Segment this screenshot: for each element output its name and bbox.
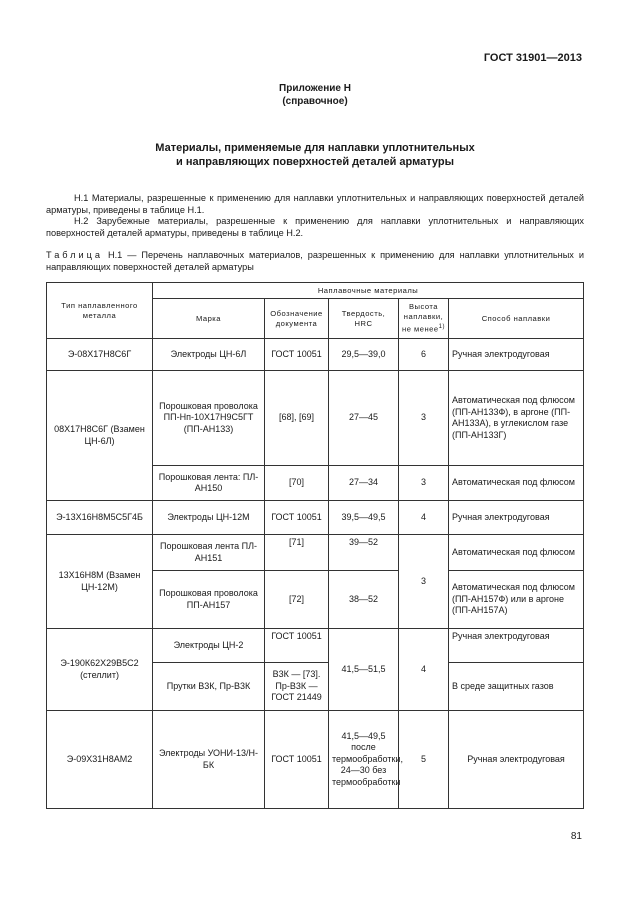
appendix-heading <box>0 82 630 108</box>
cell-height: 6 <box>399 339 449 371</box>
header-height-text: Высота наплавки, не менее <box>402 302 444 334</box>
header-metal-type: Тип наплавленного металла <box>47 283 153 339</box>
cell-hardness: 27—34 <box>329 466 399 501</box>
table-row <box>47 629 584 663</box>
cell-brand: Прутки В3К, Пр-В3К <box>153 663 265 711</box>
header-height <box>399 299 449 339</box>
cell-method: Ручная электродуговая <box>449 711 584 809</box>
cell-brand: Порошковая проволока ПП-Нп-10Х17Н9С5ГТ (ПП-АН133) <box>153 371 265 466</box>
cell-method: Автоматическая под флюсом (ПП-АН157Ф) или в аргоне (ПП-АН157А) <box>449 571 584 629</box>
header-materials-group: Наплавочные материалы <box>153 283 584 299</box>
cell-metal: Э-09Х31Н8АМ2 <box>47 711 153 809</box>
header-method: Способ наплавки <box>449 299 584 339</box>
cell-height: 4 <box>399 501 449 535</box>
cell-brand: Порошковая лента ПЛ-АН151 <box>153 535 265 571</box>
header-brand: Марка <box>153 299 265 339</box>
cell-metal: 08Х17Н8С6Г (Взамен ЦН-6Л) <box>47 371 153 501</box>
cell-doc: ГОСТ 10051 <box>265 501 329 535</box>
appendix-subtitle: (справочное) <box>282 96 348 107</box>
cell-method: Ручная электродуговая <box>449 339 584 371</box>
cell-hardness: 41,5—51,5 <box>329 629 399 711</box>
header-hardness: Твердость, HRC <box>329 299 399 339</box>
cell-method: Ручная электродуговая <box>449 629 584 663</box>
header-designation: Обозначение документа <box>265 299 329 339</box>
cell-hardness: 29,5—39,0 <box>329 339 399 371</box>
cell-hardness: 38—52 <box>329 571 399 629</box>
paragraph-h2-text: Н.2 Зарубежные материалы, разрешенные к применению для наплавки уплотнительных и направляющих поверхностей деталей арматуры, приведены в таблице Н.2. <box>46 216 584 238</box>
appendix-title: Приложение Н <box>279 83 351 94</box>
cell-hardness: 39,5—49,5 <box>329 501 399 535</box>
table-caption <box>46 250 584 273</box>
materials-table <box>46 282 584 809</box>
cell-height: 5 <box>399 711 449 809</box>
cell-hardness: 41,5—49,5 после термообработки, 24—30 без термообработки <box>329 711 399 809</box>
cell-height: 3 <box>399 466 449 501</box>
cell-method: В среде защитных газов <box>449 663 584 711</box>
table-row <box>47 535 584 571</box>
section-title <box>0 141 630 169</box>
cell-doc: [71] <box>265 535 329 571</box>
cell-brand: Электроды ЦН-6Л <box>153 339 265 371</box>
cell-method: Автоматическая под флюсом (ПП-АН133Ф), в аргоне (ПП-АН133А), в углекислом газе (ПП-АН133Г) <box>449 371 584 466</box>
table-caption-label: Таблица <box>46 250 104 260</box>
cell-height: 4 <box>399 629 449 711</box>
table-row <box>47 371 584 466</box>
paragraph-h2 <box>46 216 584 239</box>
paragraph-h1-text: Н.1 Материалы, разрешенные к применению для наплавки уплотнительных и направляющих поверхностей деталей арматуры, приведены в таблице Н.1. <box>46 193 584 215</box>
cell-hardness: 27—45 <box>329 371 399 466</box>
cell-doc: [68], [69] <box>265 371 329 466</box>
cell-metal: Э-13Х16Н8М5С5Г4Б <box>47 501 153 535</box>
cell-metal: 13Х16Н8М (Взамен ЦН-12М) <box>47 535 153 629</box>
header-height-footnote: 1) <box>438 324 445 331</box>
cell-method: Автоматическая под флюсом <box>449 535 584 571</box>
cell-doc: ГОСТ 10051 <box>265 711 329 809</box>
standard-number: ГОСТ 31901—2013 <box>483 52 582 64</box>
page-number: 81 <box>570 831 582 842</box>
table-caption-text: Н.1 — Перечень наплавочных материалов, разрешенных к применению для наплавки уплотнительных и направляющих поверхностей деталей арматуры <box>46 250 584 272</box>
table-row <box>47 339 584 371</box>
cell-doc: В3К — [73]. Пр-В3К — ГОСТ 21449 <box>265 663 329 711</box>
cell-hardness: 39—52 <box>329 535 399 571</box>
cell-method: Ручная электродуговая <box>449 501 584 535</box>
cell-brand: Порошковая проволока ПП-АН157 <box>153 571 265 629</box>
cell-metal: Э-190К62Х29В5С2 (стеллит) <box>47 629 153 711</box>
section-title-line-2: и направляющих поверхностей деталей арматуры <box>176 156 454 168</box>
cell-doc: ГОСТ 10051 <box>265 629 329 663</box>
cell-brand: Порошковая лента: ПЛ-АН150 <box>153 466 265 501</box>
cell-metal: Э-08Х17Н8С6Г <box>47 339 153 371</box>
cell-method: Автоматическая под флюсом <box>449 466 584 501</box>
cell-height: 3 <box>399 535 449 629</box>
cell-doc: [70] <box>265 466 329 501</box>
cell-brand: Электроды ЦН-2 <box>153 629 265 663</box>
section-title-line-1: Материалы, применяемые для наплавки уплотнительных <box>155 142 475 154</box>
table-row <box>47 711 584 809</box>
cell-brand: Электроды УОНИ-13/Н-БК <box>153 711 265 809</box>
cell-brand: Электроды ЦН-12М <box>153 501 265 535</box>
cell-doc: ГОСТ 10051 <box>265 339 329 371</box>
cell-doc: [72] <box>265 571 329 629</box>
paragraph-h1 <box>46 193 584 216</box>
cell-height: 3 <box>399 371 449 466</box>
table-row <box>47 501 584 535</box>
